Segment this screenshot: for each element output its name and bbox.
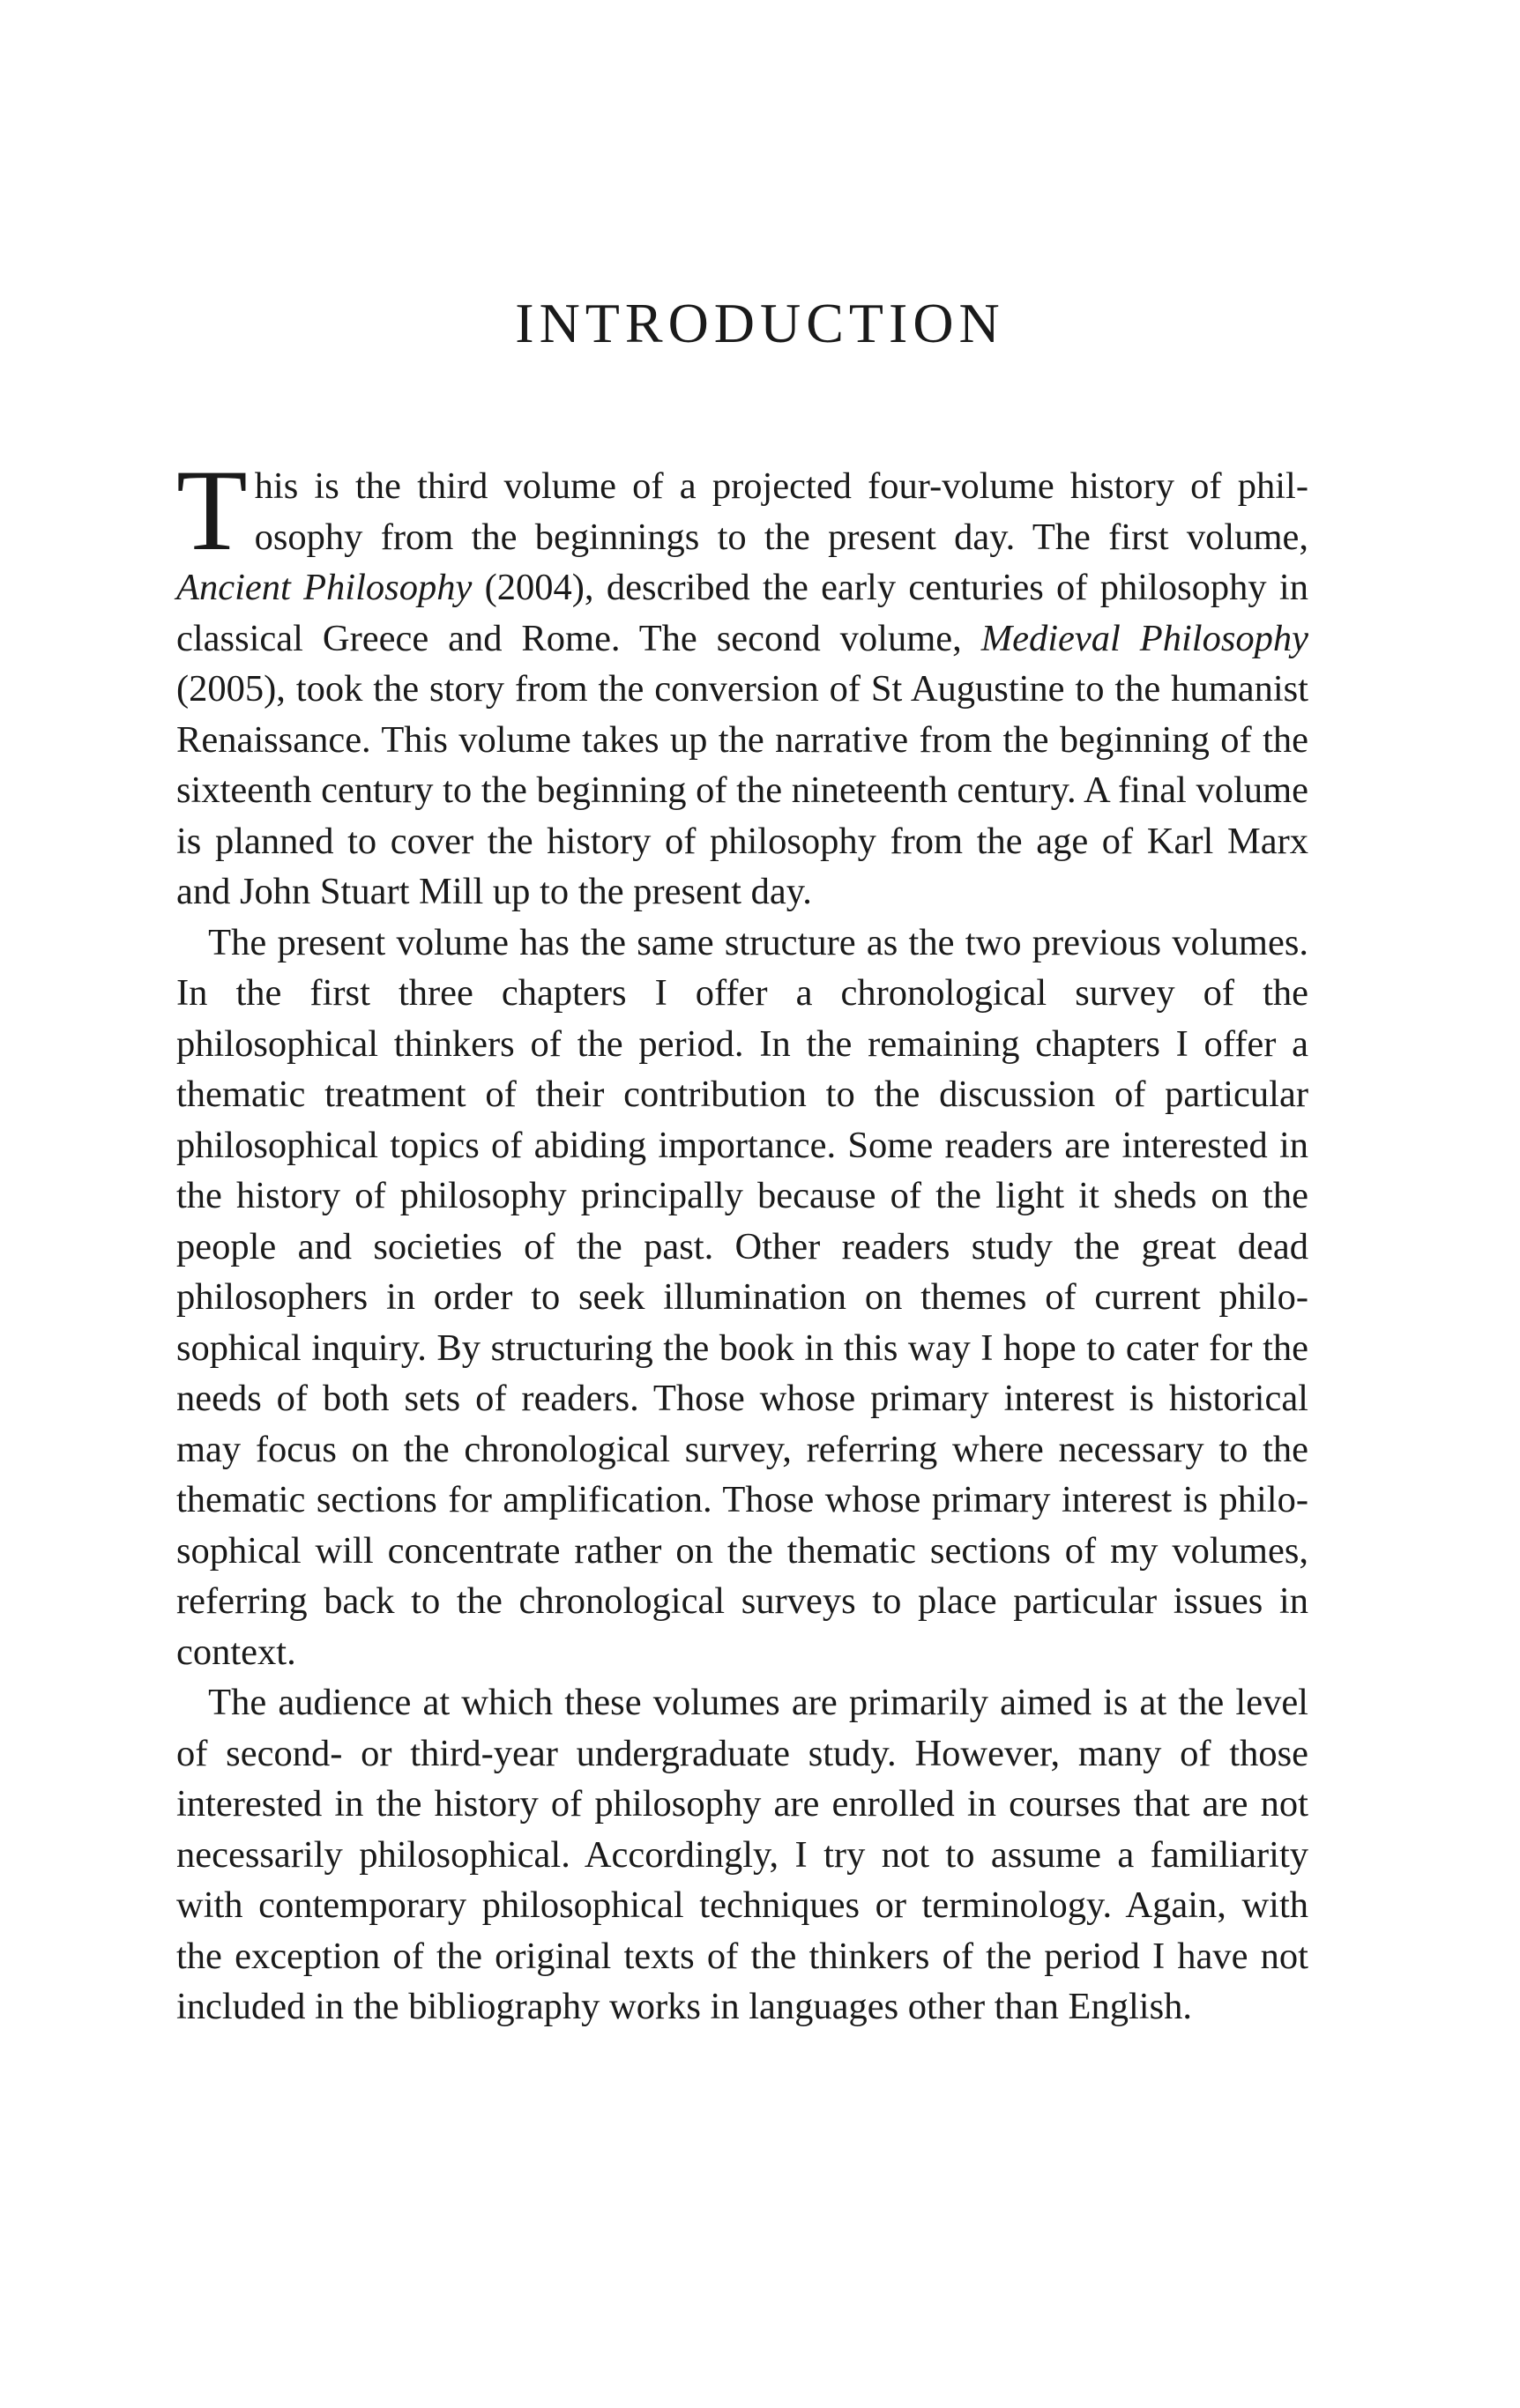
drop-cap: T (176, 445, 248, 575)
book-title-medieval-philosophy: Medieval Philosophy (980, 617, 1308, 659)
body-text (176, 445, 1308, 2033)
paragraph-1-part-3: (2005), took the story from the conversion of St Augustine to the humanist Renaissance. This volume takes up the narrative from the beginning of the sixteenth century to the beginning of the nineteenth century. A final volume is planned to cover the history of philosophy from the age of Karl Marx and John Stuart Mill up to the present day. (176, 668, 1308, 912)
paragraph-2: The present volume has the same structure as the two previous volumes. In the first three chapters I offer a chronological survey of the philosophical thinkers of the period. In the remaining chapters I offer a thematic treatment of their contribution to the discussion of particular philosophical topics of abiding importance. Some readers are interested in the history of philosophy principally because of the light it sheds on the people and societies of the past. Other readers study the great dead philosophers in order to seek illumination on themes of current philosophical inquiry. By structuring the book in this way I hope to cater for the needs of both sets of readers. Those whose primary interest is historical may focus on the chronological survey, referring where necessary to the thematic sections for amplification. Those whose primary interest is philosophical will concentrate rather on the thematic sections of my volumes, referring back to the chronological surveys to place particular issues in context. (176, 921, 1308, 1673)
paragraph-1-part-2: (2004), described the early centuries of philosophy in classical Greece and Rome. The second volume, (176, 567, 1308, 659)
paragraph-1-part-1: his is the third volume of a projected four-volume history of philosophy from the beginnings to the present day. The first volume, (254, 465, 1308, 558)
book-title-ancient-philosophy: Ancient Philosophy (176, 567, 473, 608)
page-title: INTRODUCTION (515, 292, 1005, 354)
paragraph-1 (176, 445, 1308, 918)
paragraph-3: The audience at which these volumes are primarily aimed is at the level of second- or third-year undergraduate study. However, many of those interested in the history of philosophy are enrolled in courses that are not necessarily philosophical. Accordingly, I try not to assume a familiarity with contemporary philosophical techniques or terminology. Again, with the exception of the original texts of the thinkers of the period I have not included in the bibliography works in languages other than English. (176, 1682, 1308, 2027)
